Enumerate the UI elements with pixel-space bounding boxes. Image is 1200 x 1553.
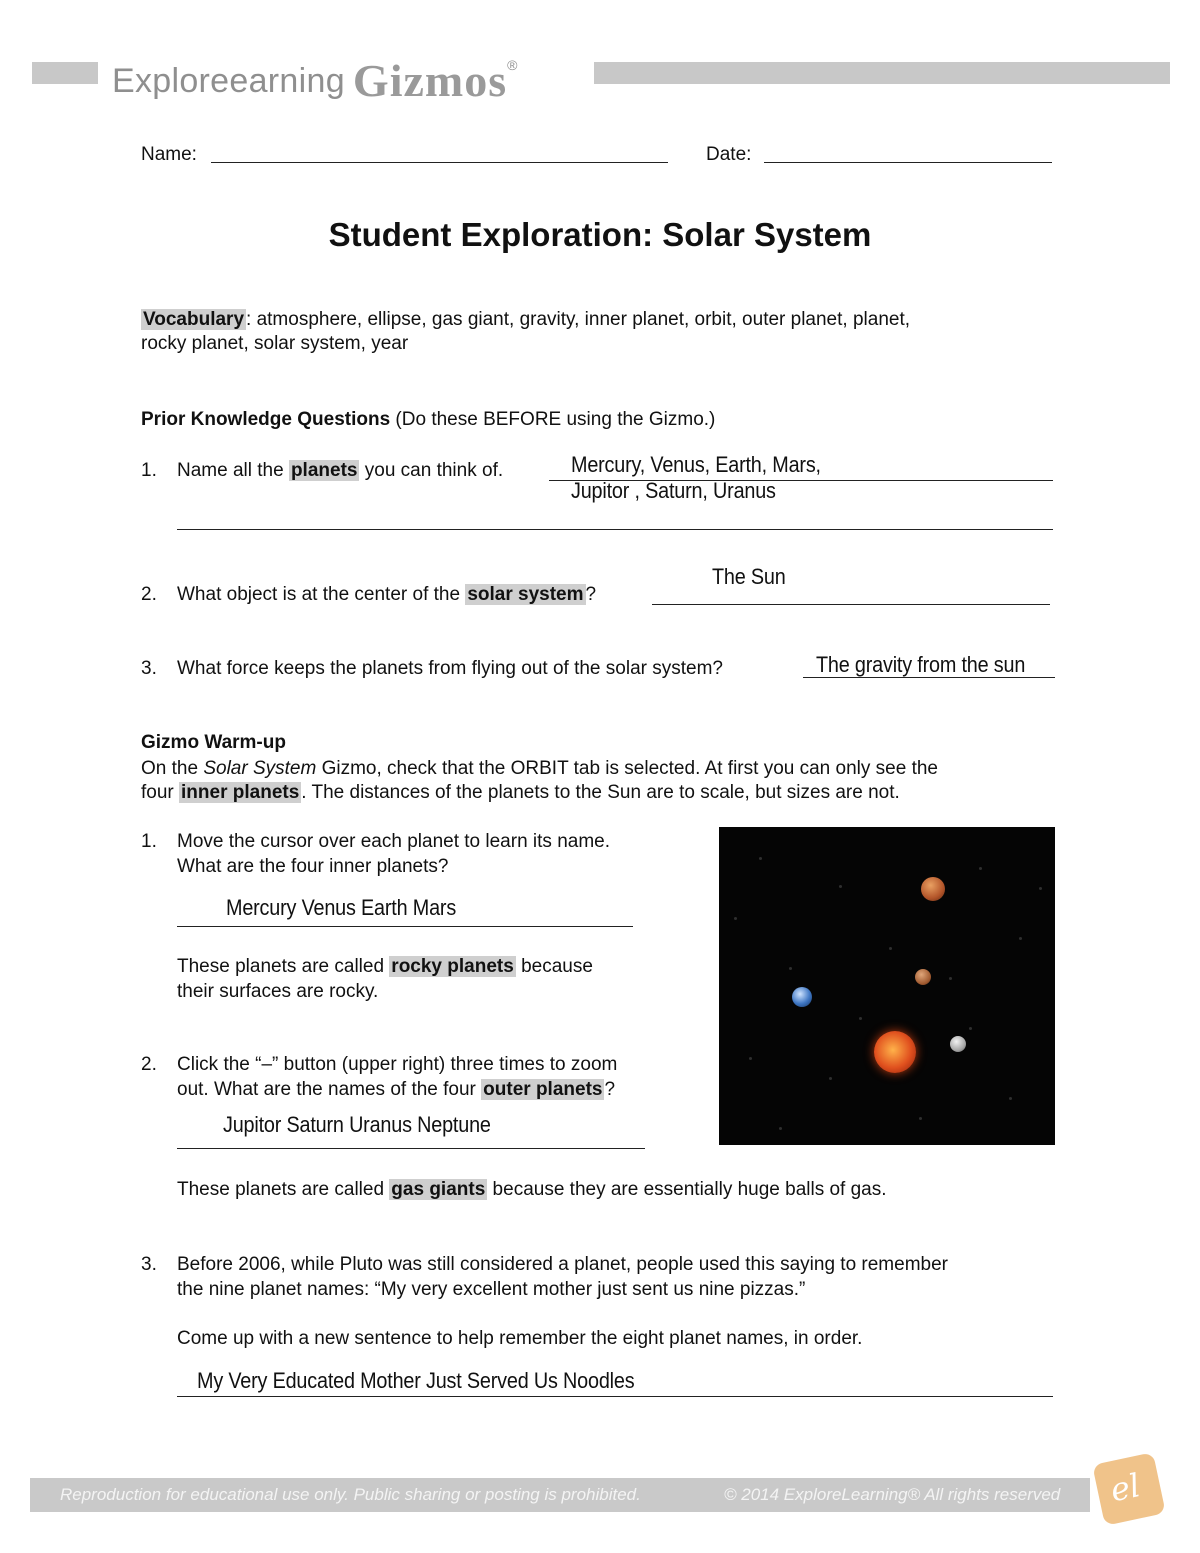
warmup-q2-answer-field[interactable] xyxy=(177,1148,645,1149)
mercury-planet[interactable] xyxy=(915,969,931,985)
warmup-intro-line-1: On the Solar System Gizmo, check that the ORBIT tab is selected. At first you can only see the xyxy=(141,758,938,779)
name-label: Name: xyxy=(141,144,197,165)
warmup-q3-number: 3. xyxy=(141,1254,157,1275)
prior-q3-answer: The gravity from the sun xyxy=(816,652,1026,677)
explorelearning-logo-icon: el xyxy=(1092,1452,1166,1526)
prior-knowledge-heading: Prior Knowledge Questions (Do these BEFORE using the Gizmo.) xyxy=(141,409,716,430)
warmup-q1-answer-field[interactable] xyxy=(177,926,633,927)
prior-q1-answer-field-2[interactable] xyxy=(177,529,1053,530)
prior-q3-text: What force keeps the planets from flying out of the solar system? xyxy=(177,658,723,679)
prior-q2-text: What object is at the center of the solar system ? xyxy=(177,584,597,605)
vocabulary-label: Vocabulary xyxy=(143,309,245,330)
prior-q1-text: Name all the planets you can think of. xyxy=(177,460,504,481)
warmup-q2-note: These planets are called gas giants because they are essentially huge balls of gas. xyxy=(177,1179,887,1200)
footer-notice: Reproduction for educational use only. Public sharing or posting is prohibited. xyxy=(60,1485,641,1504)
warmup-q1-line-1: Move the cursor over each planet to learn its name. xyxy=(177,831,611,852)
footer-bar xyxy=(30,1478,1090,1512)
date-label: Date: xyxy=(706,144,752,165)
mars-planet[interactable] xyxy=(921,877,945,901)
warmup-q1-note-line-2: their surfaces are rocky. xyxy=(177,981,379,1002)
warmup-intro-line-2: four inner planets . The distances of the planets to the Sun are to scale, but sizes are not. xyxy=(141,782,900,803)
warmup-q2-answer: Jupitor Saturn Uranus Neptune xyxy=(223,1112,491,1137)
warmup-q1-answer: Mercury Venus Earth Mars xyxy=(226,895,457,920)
solar-system-image xyxy=(719,827,1055,1145)
vocabulary-line-1: Vocabulary : atmosphere, ellipse, gas giant, gravity, inner planet, orbit, outer planet, planet, xyxy=(143,309,911,330)
prior-q2-number: 2. xyxy=(141,584,157,605)
warmup-q1-number: 1. xyxy=(141,831,157,852)
warmup-q1-line-2: What are the four inner planets? xyxy=(177,856,449,877)
warmup-q2-line-1: Click the “–” button (upper right) three times to zoom xyxy=(177,1054,618,1075)
warmup-q3-line-3: Come up with a new sentence to help remember the eight planet names, in order. xyxy=(177,1328,863,1349)
warmup-q3-line-1: Before 2006, while Pluto was still considered a planet, people used this saying to remember xyxy=(177,1254,948,1275)
warmup-q3-line-2: the nine planet names: “My very excellent mother just sent us nine pizzas.” xyxy=(177,1279,806,1300)
warmup-q2-number: 2. xyxy=(141,1054,157,1075)
warmup-q2-line-2: out. What are the names of the four outer planets ? xyxy=(177,1079,616,1100)
warmup-q3-answer-field[interactable] xyxy=(177,1396,1053,1397)
sun[interactable] xyxy=(874,1031,916,1073)
page-title: Student Exploration: Solar System xyxy=(328,216,872,253)
prior-q1-number: 1. xyxy=(141,460,157,481)
prior-q3-answer-field[interactable] xyxy=(803,677,1055,678)
prior-q3-number: 3. xyxy=(141,658,157,679)
warmup-q1-note-line-1: These planets are called rocky planets because xyxy=(177,956,593,977)
prior-q2-answer: The Sun xyxy=(712,564,786,589)
warmup-heading: Gizmo Warm-up xyxy=(141,732,286,753)
date-field[interactable] xyxy=(764,162,1052,163)
venus-planet[interactable] xyxy=(950,1036,966,1052)
footer-copyright: © 2014 ExploreLearning® All rights reserved xyxy=(724,1485,1061,1504)
header-bar-left xyxy=(32,62,98,84)
warmup-q3-answer: My Very Educated Mother Just Served Us Noodles xyxy=(197,1368,635,1393)
name-field[interactable] xyxy=(211,162,668,163)
brand-logo: Exploreearning Gizmos® xyxy=(112,55,518,106)
prior-q2-answer-field[interactable] xyxy=(652,604,1050,605)
header-bar-right xyxy=(594,62,1170,84)
vocabulary-line-2: rocky planet, solar system, year xyxy=(141,333,409,354)
earth-planet[interactable] xyxy=(792,987,812,1007)
prior-q1-answer-line-2: Jupitor , Saturn, Uranus xyxy=(571,478,776,503)
prior-q1-answer-line-1: Mercury, Venus, Earth, Mars, xyxy=(571,452,821,477)
